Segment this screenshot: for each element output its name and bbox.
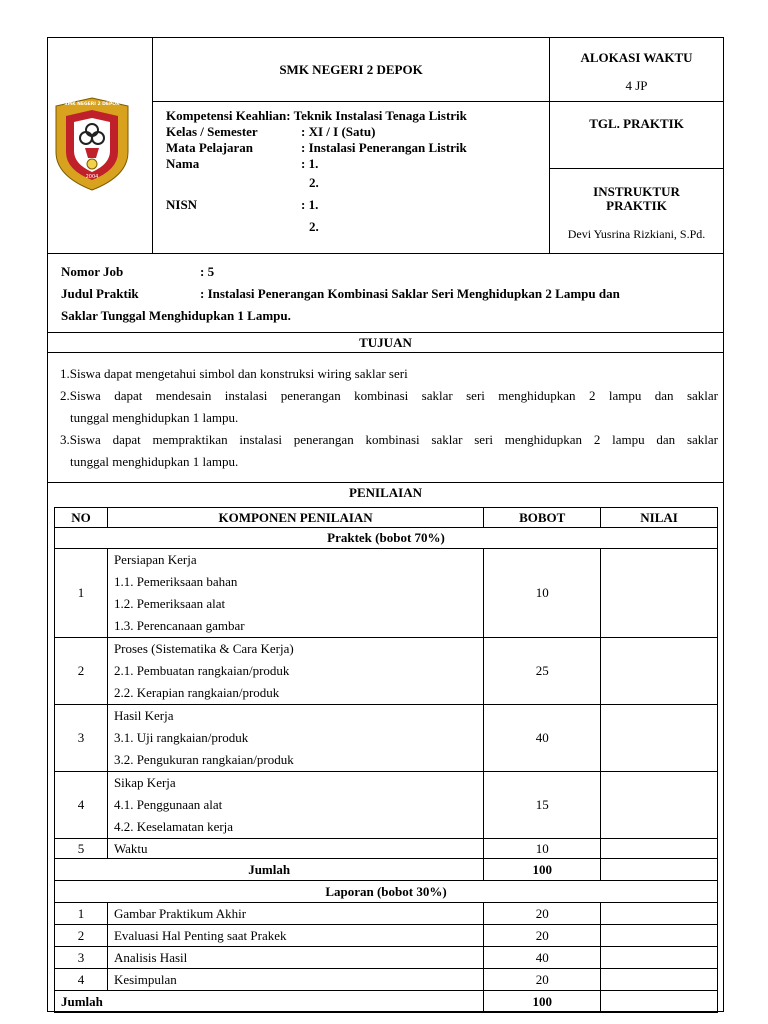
- row-komponen: Gambar Praktikum Akhir: [107, 903, 483, 925]
- row-bobot: 20: [484, 903, 601, 925]
- row-no: 1: [55, 903, 108, 925]
- row-nilai[interactable]: [601, 925, 718, 947]
- school-name: SMK NEGERI 2 DEPOK: [153, 38, 549, 102]
- col-komponen: KOMPONEN PENILAIAN: [107, 508, 483, 528]
- job-info: [48, 254, 723, 333]
- nama-2: 2.: [309, 175, 319, 190]
- nomor-value: : 5: [200, 264, 215, 279]
- right-cell: [550, 38, 723, 254]
- row-no: 2: [55, 925, 108, 947]
- row-bobot: 20: [484, 925, 601, 947]
- row-bobot: 20: [484, 969, 601, 991]
- judul-value: : Instalasi Penerangan Kombinasi Saklar Seri Menghidupkan 2 Lampu dan: [200, 286, 620, 301]
- judul-continued: Saklar Tunggal Menghidupkan 1 Lampu.: [61, 308, 291, 323]
- row-bobot: 10: [484, 549, 601, 638]
- logo-cell: [48, 38, 153, 254]
- row-komponen: [107, 549, 483, 638]
- row-nilai[interactable]: [601, 772, 718, 839]
- table-row: [55, 969, 718, 991]
- komponen-line: 3.2. Pengukuran rangkaian/produk: [113, 752, 294, 767]
- row-nilai[interactable]: [601, 947, 718, 969]
- laporan-total-row: [55, 991, 718, 1013]
- instruktur-name: Devi Yusrina Rizkiani, S.Pd.: [567, 227, 706, 241]
- col-bobot: BOBOT: [484, 508, 601, 528]
- penilaian-title: PENILAIAN: [349, 485, 422, 500]
- judul-label: Judul Praktik: [61, 286, 139, 301]
- row-no: 2: [55, 638, 108, 705]
- col-no: NO: [55, 508, 108, 528]
- row-no: 3: [55, 705, 108, 772]
- row-komponen: Kesimpulan: [107, 969, 483, 991]
- row-no: 4: [55, 969, 108, 991]
- row-komponen: [107, 705, 483, 772]
- praktek-title: Praktek (bobot 70%): [55, 528, 718, 549]
- table-row: [55, 772, 718, 839]
- laporan-total-nilai[interactable]: [601, 991, 718, 1013]
- row-bobot: 15: [484, 772, 601, 839]
- row-no: 1: [55, 549, 108, 638]
- penilaian-table: [54, 507, 718, 1013]
- row-bobot: 10: [484, 839, 601, 859]
- alokasi-label: ALOKASI WAKTU: [580, 50, 693, 65]
- row-bobot: 25: [484, 638, 601, 705]
- nama-label: Nama: [166, 156, 200, 171]
- header-block: [48, 38, 723, 254]
- komponen-line: Sikap Kerja: [113, 775, 176, 790]
- alokasi-value: 4 JP: [625, 78, 648, 93]
- tgl-cell: [550, 102, 723, 169]
- praktek-total-value: 100: [484, 859, 601, 881]
- instruktur-label: INSTRUKTUR PRAKTIK: [593, 184, 680, 213]
- row-komponen: Analisis Hasil: [107, 947, 483, 969]
- logo-top-text: SMK NEGERI 2 DEPOK: [64, 102, 120, 107]
- row-nilai[interactable]: [601, 903, 718, 925]
- row-no: 3: [55, 947, 108, 969]
- laporan-title: Laporan (bobot 30%): [55, 881, 718, 903]
- table-row: [55, 925, 718, 947]
- komponen-line: 1.1. Pemeriksaan bahan: [113, 574, 238, 589]
- kompetensi: Kompetensi Keahlian: Teknik Instalasi Tenaga Listrik: [166, 108, 467, 123]
- tgl-label: TGL. PRAKTIK: [589, 116, 684, 131]
- row-no: 5: [55, 839, 108, 859]
- row-komponen: [107, 772, 483, 839]
- nisn-label: NISN: [166, 197, 198, 212]
- table-row: [55, 947, 718, 969]
- tujuan-item: tunggal menghidupkan 1 lampu.: [70, 454, 239, 469]
- table-row: [55, 839, 718, 859]
- komponen-line: Hasil Kerja: [113, 708, 174, 723]
- mapel-label: Mata Pelajaran: [166, 140, 254, 155]
- row-nilai[interactable]: [601, 549, 718, 638]
- instruktur-cell: [550, 169, 723, 254]
- praktek-total-label: Jumlah: [55, 859, 484, 881]
- komponen-line: 4.1. Penggunaan alat: [113, 797, 223, 812]
- tujuan-item: 3.Siswa dapat mempraktikan instalasi penerangan kombinasi saklar seri menghidupkan 2 lampu dan saklar: [60, 432, 718, 447]
- nisn-2: 2.: [309, 219, 319, 234]
- komponen-line: 2.2. Kerapian rangkaian/produk: [113, 685, 280, 700]
- komponen-line: 3.1. Uji rangkaian/produk: [113, 730, 249, 745]
- row-nilai[interactable]: [601, 705, 718, 772]
- komponen-line: 1.2. Pemeriksaan alat: [113, 596, 226, 611]
- tujuan-item: 1.Siswa dapat mengetahui simbol dan konstruksi wiring saklar seri: [60, 366, 408, 381]
- komponen-line: 1.3. Perencanaan gambar: [113, 618, 245, 633]
- row-komponen: [107, 638, 483, 705]
- table-row: [55, 638, 718, 705]
- tujuan-list: [48, 353, 723, 483]
- row-nilai[interactable]: [601, 839, 718, 859]
- logo-year: 2004: [85, 174, 99, 180]
- komponen-line: 2.1. Pembuatan rangkaian/produk: [113, 663, 290, 678]
- row-nilai[interactable]: [601, 638, 718, 705]
- nisn-1: : 1.: [301, 197, 319, 212]
- school-logo: [52, 96, 132, 192]
- col-nilai: NILAI: [601, 508, 718, 528]
- nama-1: : 1.: [301, 156, 319, 171]
- row-bobot: 40: [484, 705, 601, 772]
- row-bobot: 40: [484, 947, 601, 969]
- praktek-total-row: [55, 859, 718, 881]
- row-komponen: Evaluasi Hal Penting saat Prakek: [107, 925, 483, 947]
- laporan-section-row: [55, 881, 718, 903]
- mapel-value: : Instalasi Penerangan Listrik: [301, 140, 467, 155]
- nomor-label: Nomor Job: [61, 264, 124, 279]
- komponen-line: Persiapan Kerja: [113, 552, 197, 567]
- alokasi-cell: [550, 38, 723, 102]
- tujuan-title: TUJUAN: [48, 333, 723, 353]
- tujuan-item: 2.Siswa dapat mendesain instalasi penerangan kombinasi saklar seri menghidupkan 2 lampu dan saklar: [60, 388, 718, 403]
- student-info: [166, 108, 467, 238]
- row-nilai[interactable]: [601, 969, 718, 991]
- table-header-row: [55, 508, 718, 528]
- kelas-label: Kelas / Semester: [166, 124, 258, 139]
- kelas-value: : XI / I (Satu): [301, 124, 376, 139]
- praktek-total-nilai[interactable]: [601, 859, 718, 881]
- middle-cell: [153, 38, 550, 254]
- job-sheet: [47, 37, 724, 1012]
- table-row: [55, 549, 718, 638]
- table-row: [55, 903, 718, 925]
- row-komponen: Waktu: [107, 839, 483, 859]
- row-no: 4: [55, 772, 108, 839]
- table-row: [55, 705, 718, 772]
- praktek-section-row: [55, 528, 718, 549]
- laporan-total-label: Jumlah: [55, 991, 484, 1013]
- laporan-total-value: 100: [484, 991, 601, 1013]
- komponen-line: Proses (Sistematika & Cara Kerja): [113, 641, 294, 656]
- tujuan-item: tunggal menghidupkan 1 lampu.: [70, 410, 239, 425]
- komponen-line: 4.2. Keselamatan kerja: [113, 819, 234, 834]
